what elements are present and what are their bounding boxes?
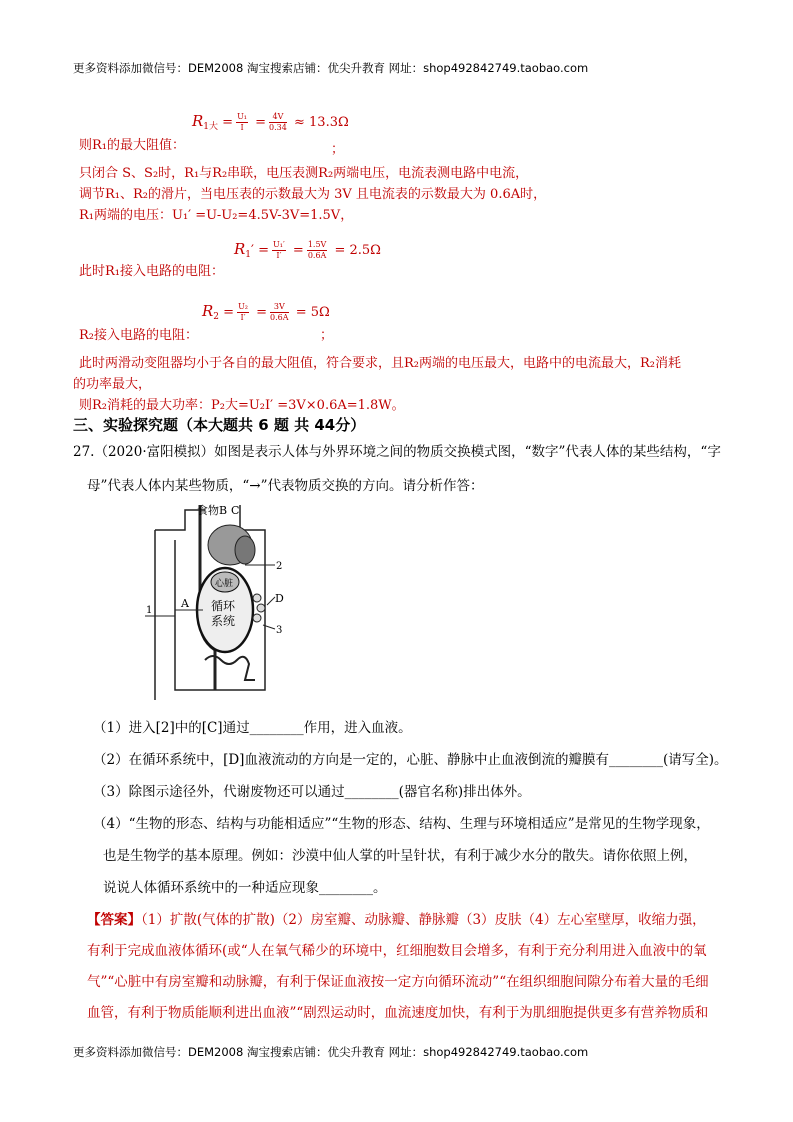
question-intro-1: 27.（2020·富阳模拟）如图是表示人体与外界环境之间的物质交换模式图，“数字”代表人体的某些结构，“字 xyxy=(73,444,721,460)
section-title: 三、实验探究题（本大题共 6 题 共 44分） xyxy=(73,416,366,434)
label-d: D xyxy=(275,592,284,605)
label-2: 2 xyxy=(276,561,283,572)
solution-line-1: 则R₁的最大阻值： xyxy=(79,138,185,153)
formula-r2: $R_2$ = $\frac{\text{U₂}}{I'}$ = $\frac{3V}{0.6A}$ = 5Ω xyxy=(202,302,330,322)
question-intro-2: 母”代表人体内某些物质，“→”代表物质交换的方向。请分析作答： xyxy=(87,478,484,494)
solution-line-3: 调节R₁、R₂的滑片，当电压表的示数最大为 3V 且电流表的示数最大为 0.6A时， xyxy=(79,187,547,202)
question-part-4b: 也是生物学的基本原理。例如：沙漠中仙人掌的叶呈针状，有利于减少水分的散失。请你依照上例， xyxy=(103,848,697,864)
solution-line-6: R₂接入电路的电阻： xyxy=(79,328,198,343)
question-part-3: （3）除图示途径外，代谢废物还可以通过________(器官名称)排出体外。 xyxy=(93,784,531,800)
question-part-2: （2）在循环系统中，[D]血液流动的方向是一定的，心脏、静脉中止血液倒流的瓣膜有________(请写全)。 xyxy=(93,752,728,768)
page-footer: 更多资料添加微信号：DEM2008 淘宝搜索店铺：优尖升教育 网址：shop492842749.taobao.com xyxy=(73,1045,589,1059)
formula-1-semicolon: ； xyxy=(331,142,345,157)
question-part-4c: 说说人体循环系统中的一种适应现象________。 xyxy=(103,880,387,896)
answer-line-2: 有利于完成血液体循环(或“人在氧气稀少的环境中，红细胞数目会增多，有利于充分利用进入血液中的氧 xyxy=(87,943,707,959)
exchange-diagram xyxy=(145,500,285,705)
question-part-4a: （4）“生物的形态、结构与功能相适应”“生物的形态、结构、生理与环境相适应”是常见的生物学现象， xyxy=(93,816,710,832)
solution-line-6-end: ； xyxy=(320,328,334,343)
label-heart: 心脏 xyxy=(215,579,234,589)
answer-line-1: 【答案】（1）扩散(气体的扩散)（2）房室瓣、动脉瓣、静脉瓣（3）皮肤（4）左心室壁厚，收缩力强， xyxy=(87,912,706,928)
label-3: 3 xyxy=(276,625,283,636)
label-a: A xyxy=(181,597,189,610)
kidney-1 xyxy=(253,594,261,602)
kidney-3 xyxy=(253,614,261,622)
kidney-2 xyxy=(257,604,265,612)
solution-line-8: 的功率最大， xyxy=(73,377,152,392)
answer-line-4: 血管，有利于物质能顺利进出血液”“剧烈运动时，血流速度加快，有利于为肌细胞提供更多有营养物质和 xyxy=(87,1005,709,1021)
formula-r1-max: $R_{1大}$ = $\frac{\text{U₁}}{I}$ = $\frac{4V}{0.34}$ ≈ 13.3Ω xyxy=(192,112,349,132)
lung-right xyxy=(235,536,255,564)
answer-line-3: 气”“心脏中有房室瓣和动脉瓣，有利于保证血液按一定方向循环流动”“在组织细胞间隙分布着大量的毛细 xyxy=(87,974,709,990)
question-part-1: （1）进入[2]中的[C]通过________作用，进入血液。 xyxy=(93,720,412,736)
label-circ-2: 系统 xyxy=(211,614,236,628)
page-header: 更多资料添加微信号：DEM2008 淘宝搜索店铺：优尖升教育 网址：shop492842749.taobao.com xyxy=(73,61,589,75)
label-1: 1 xyxy=(146,605,153,616)
solution-line-4: R₁两端的电压：U₁′ =U-U₂=4.5V-3V=1.5V， xyxy=(79,208,354,223)
label-circ-1: 循环 xyxy=(211,599,236,613)
formula-r1-prime: $R_1'$ = $\frac{\text{U₁′}}{I'}$ = $\frac{1.5V}{0.6A}$ = 2.5Ω xyxy=(234,240,381,260)
solution-line-9: 则R₂消耗的最大功率：P₂大=U₂I′ =3V×0.6A=1.8W。 xyxy=(79,398,405,413)
label-food: 食物 xyxy=(197,504,219,517)
label-b: B xyxy=(219,504,228,517)
label-c: C xyxy=(231,504,240,517)
solution-line-2: 只闭合 S、S₂时，R₁与R₂串联，电压表测R₂两端电压，电流表测电路中电流， xyxy=(79,166,529,181)
solution-line-5: 此时R₁接入电路的电阻： xyxy=(79,264,224,279)
answer-label: 【答案】 xyxy=(87,912,141,928)
solution-line-7: 此时两滑动变阻器均小于各自的最大阻值，符合要求，且R₂两端的电压最大，电路中的电流最大，R₂消耗 xyxy=(79,356,681,371)
